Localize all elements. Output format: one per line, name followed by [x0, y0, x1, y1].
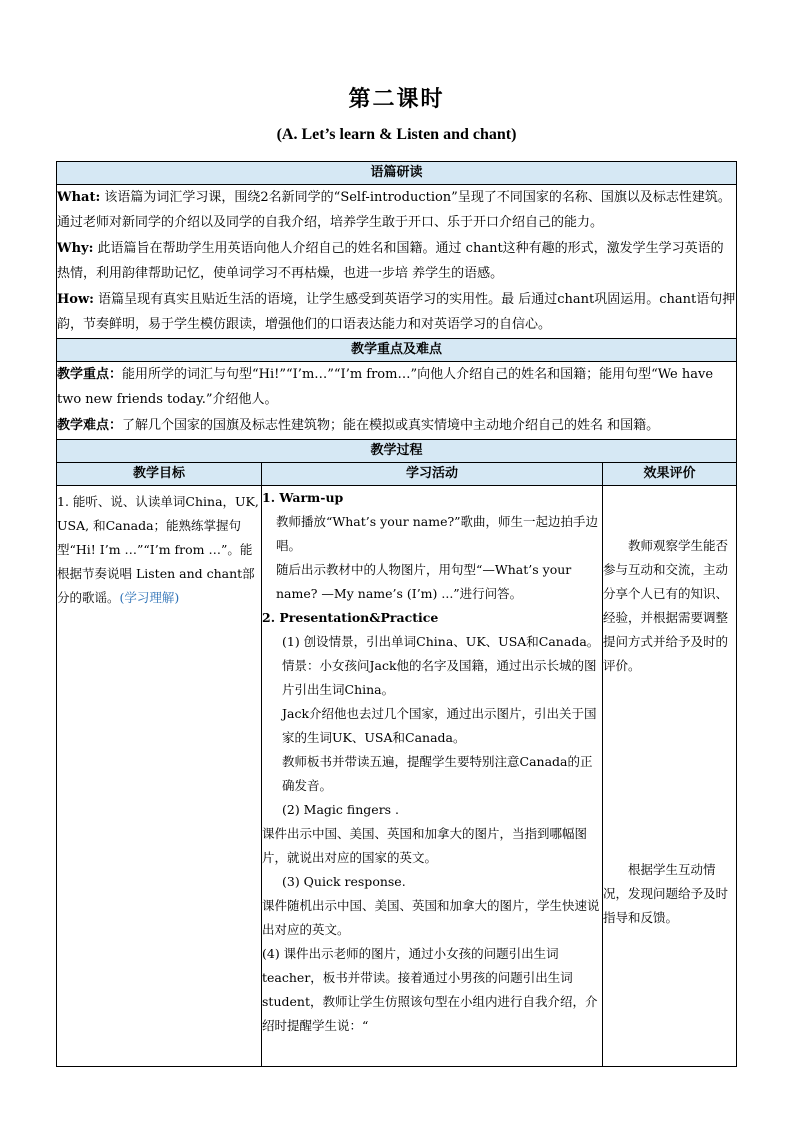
- col-header-evaluation: 效果评价: [603, 463, 737, 486]
- pp-step-3: Jack介绍他也去过几个国家，通过出示图片，引出关于国家的生词UK、USA和Canada。: [282, 706, 597, 745]
- what-paragraph: [57, 185, 736, 235]
- activities-cell: [262, 486, 603, 1067]
- why-paragraph: [57, 236, 736, 286]
- presentation-title: 2. Presentation&Practice: [262, 610, 439, 625]
- key-point-text: 能用所学的词汇与句型“Hi!”“I’m…”“I’m from…”向他人介绍自己的姓名和国籍；能用句型“We have two new friends today.”介绍他人。: [57, 367, 714, 407]
- why-label: Why:: [57, 241, 94, 256]
- pp-step-2: 情景：小女孩问Jack他的名字及国籍，通过出示长城的图片引出生词China。: [282, 658, 597, 697]
- what-label: What:: [57, 190, 101, 205]
- pp-step-4: 教师板书并带读五遍，提醒学生要特别注意Canada的正确发音。: [282, 754, 593, 793]
- key-points-header: 教学重点及难点: [57, 339, 737, 362]
- pp-step-9: (4) 课件出示老师的图片，通过小女孩的问题引出生词teacher，板书并带读。接着通过小男孩的问题引出生词student，教师让学生仿照该句型在小组内进行自我介绍，介绍时提醒学生说：“: [262, 946, 598, 1033]
- warmup-step-1: 教师播放“What’s your name?”歌曲，师生一起边拍手边唱。: [276, 514, 599, 553]
- text-study-header: 语篇研读: [57, 162, 737, 185]
- key-points-body: [57, 362, 737, 440]
- evaluation-cell: [603, 486, 737, 1067]
- goal-text: 1. 能听、说、认读单词China，UK, USA, 和Canada；能熟练掌握句型“Hi! I’m …”“I’m from …”。能根据节奏说唱 Listen and chant部分的歌谣。: [57, 494, 259, 605]
- page-title: 第二课时: [348, 86, 445, 112]
- evaluation-1: 教师观察学生能否参与互动和交流，主动分享个人已有的知识、经验，并根据需要调整提问方式并给予及时的评价。: [603, 538, 729, 673]
- text-study-body: [57, 185, 737, 339]
- goal-tag: (学习理解): [119, 590, 180, 605]
- col-header-goals: 教学目标: [57, 463, 262, 486]
- difficulty-text: 了解几个国家的国旗及标志性建筑物；能在模拟或真实情境中主动地介绍自己的姓名 和国籍。: [122, 418, 660, 433]
- key-point-paragraph: [57, 362, 736, 412]
- evaluation-2: 根据学生互动情况，发现问题给予及时指导和反馈。: [603, 862, 729, 925]
- page-subtitle: (A. Let’s learn & Listen and chant): [276, 126, 517, 143]
- warmup-step-2: 随后出示教材中的人物图片，用句型“—What’s your name? —My name’s (I’m) ...”进行问答。: [276, 562, 572, 601]
- pp-step-7: (3) Quick response.: [282, 874, 406, 889]
- difficulty-label: 教学难点：: [57, 418, 123, 433]
- process-header: 教学过程: [57, 440, 737, 463]
- why-text: 此语篇旨在帮助学生用英语向他人介绍自己的姓名和国籍。通过 chant这种有趣的形式，激发学生学习英语的热情，利用韵律帮助记忆，使单词学习不再枯燥，也进一步培 养学生的语感。: [57, 241, 724, 281]
- difficulty-paragraph: [57, 413, 736, 438]
- warmup-title: 1. Warm-up: [262, 490, 344, 505]
- how-text: 语篇呈现有真实且贴近生活的语境，让学生感受到英语学习的实用性。最 后通过chant巩固运用。chant语句押韵，节奏鲜明，易于学生模仿跟读，增强他们的口语表达能力和对英语学习的自信心。: [57, 292, 736, 332]
- how-paragraph: [57, 287, 736, 337]
- key-point-label: 教学重点：: [57, 367, 123, 382]
- pp-step-1: (1) 创设情景，引出单词China、UK、USA和Canada。: [282, 634, 600, 649]
- col-header-activities: 学习活动: [262, 463, 603, 486]
- how-label: How:: [57, 292, 94, 307]
- goals-cell: [57, 486, 262, 1067]
- pp-step-5: (2) Magic fingers .: [282, 802, 400, 817]
- pp-step-6: 课件出示中国、美国、英国和加拿大的图片，当指到哪幅图片，就说出对应的国家的英文。: [262, 826, 588, 865]
- lesson-plan-table: [56, 161, 736, 1123]
- what-text: 该语篇为词汇学习课，围绕2名新同学的“Self-introduction”呈现了不同国家的名称、国旗以及标志性建筑。通过老师对新同学的介绍以及同学的自我介绍，培养学生敢于开口、乐于开口介绍自己的能力。: [57, 190, 731, 230]
- pp-step-8: 课件随机出示中国、美国、英国和加拿大的图片，学生快速说出对应的英文。: [262, 898, 600, 937]
